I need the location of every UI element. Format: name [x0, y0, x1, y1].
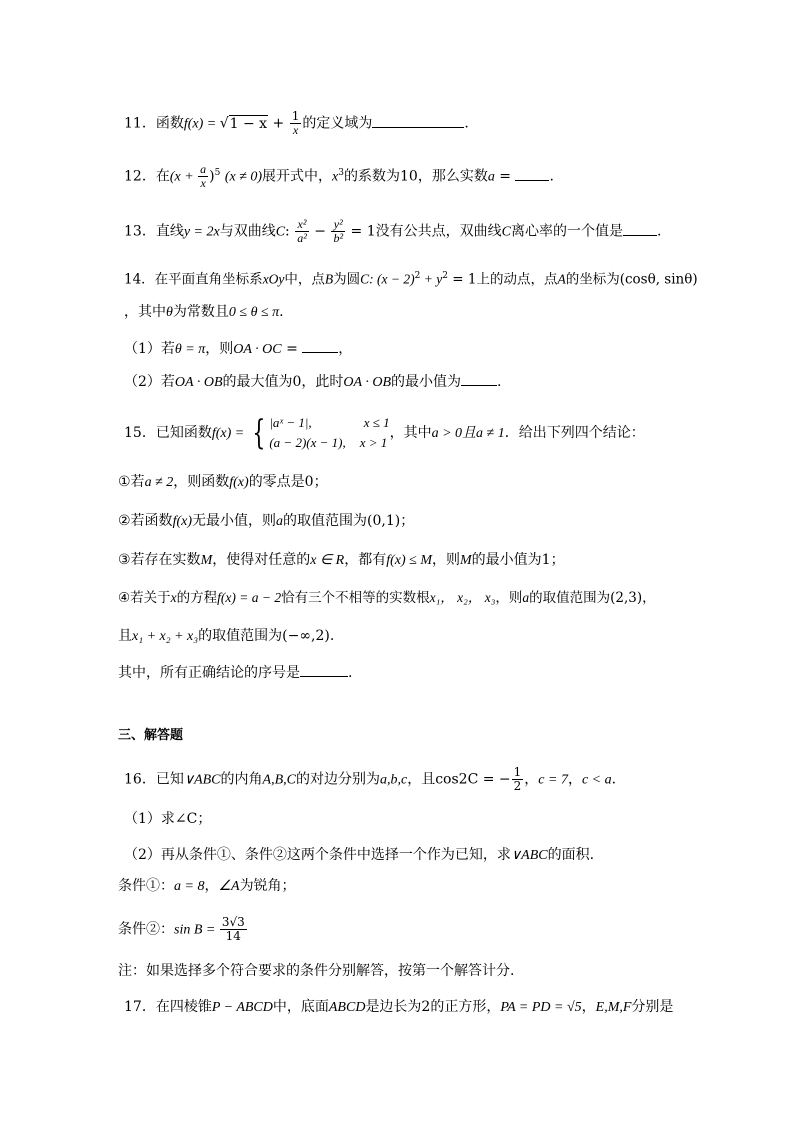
fraction: $\frac{1}{x}$: [291, 109, 300, 137]
fraction: $\frac{\text{x²}}{\text{a²}}$: [297, 217, 307, 245]
question-13: 13．直线y = 2x与双曲线C: $\frac{\text{x²}}{\text{a²}}$ − $\frac{\text{y²}}{\text{b²}}$ = 1没有公共点，双曲线C离心率的一个值是 .: [124, 217, 662, 245]
fraction: $\frac{a}{x}$: [200, 162, 207, 191]
piecewise-cases: |aˣ − 1|, x ≤ 1 (a − 2)(x − 1), x > 1: [269, 415, 390, 450]
fraction: $\frac{3√3}{14}$: [221, 915, 245, 943]
question-16: 16．已知∨ABC的内角A,B,C的对边分别为a,b,c，且cos2C = − $\frac{1}{2}$ ，c = 7，c < a.: [124, 765, 617, 793]
question-16-part1: （1）求∠C；: [124, 811, 212, 827]
fraction: $\frac{\text{y²}}{\text{b²}}$: [333, 217, 344, 245]
question-14-line2: ，其中θ为常数且0 ≤ θ ≤ π.: [124, 304, 284, 320]
note: 注：如果选择多个符合要求的条件分别解答，按第一个解答计分.: [118, 963, 515, 979]
question-15-conclusion-1: ①若a ≠ 2，则函数f(x)的零点是0；: [118, 474, 328, 490]
answer-blank: [372, 113, 464, 128]
fraction: $\frac{1}{2}$: [513, 765, 522, 793]
section-heading: 三、解答题: [118, 728, 184, 743]
question-14-part2: （2）若OA · OB的最大值为0，此时OA · OB的最小值为 .: [124, 371, 501, 393]
answer-blank: [302, 338, 338, 353]
answer-blank: [623, 221, 657, 236]
condition-2: 条件②：sin B = $\frac{3√3}{14}$: [118, 915, 245, 943]
question-15-conclusion-2: ②若函数f(x)无最小值，则a的取值范围为(0,1)；: [118, 513, 415, 529]
question-15: 15．已知函数f(x) = { |aˣ − 1|, x ≤ 1 (a − 2)(x − 1), x > 1 ，其中a > 0且a ≠ 1．给出下列四个结论：: [124, 413, 645, 453]
question-15-conclusion-3: ③若存在实数M，使得对任意的x ∈ R，都有f(x) ≤ M，则M的最小值为1；: [118, 552, 565, 568]
answer-blank: [461, 371, 497, 386]
question-17: 17．在四棱锥P − ABCD中，底面ABCD是边长为2的正方形，PA = PD = √5，E,M,F分别是: [124, 999, 674, 1015]
question-12: 12．在(x + $\frac{a}{x}$ )$^5$ (x ≠ 0)展开式中，$x^3$的系数为10，那么实数a = .: [124, 162, 554, 191]
question-14-part1: （1）若θ = π，则OA · OC = ，: [124, 338, 352, 360]
question-15-conclusion-4: ④若关于x的方程f(x) = a − 2恰有三个不相等的实数根x₁， x₂， x₃，则a的取值范围为(2,3)，: [118, 590, 656, 606]
question-15-final: 其中，所有正确结论的序号是 .: [118, 662, 352, 683]
answer-blank: [515, 166, 549, 181]
question-11: 11．函数f(x) = √1 − x + $\frac{1}{x}$ 的定义域为 .: [124, 109, 469, 137]
condition-1: 条件①：a = 8，∠A为锐角；: [118, 878, 296, 894]
question-14-line1: 14．在平面直角坐标系xOy中，点B为圆C: $(x - 2)^2 + y^2 = 1$上的动点，点A的坐标为(cosθ, sinθ): [124, 271, 698, 288]
answer-blank: [300, 662, 348, 677]
left-brace: {: [252, 413, 266, 453]
question-15-conclusion-4-cont: 且x₁ + x₂ + x₃的取值范围为(−∞,2).: [118, 628, 335, 644]
question-16-part2: （2）再从条件①、条件②这两个条件中选择一个作为已知，求∨ABC的面积.: [124, 847, 595, 863]
